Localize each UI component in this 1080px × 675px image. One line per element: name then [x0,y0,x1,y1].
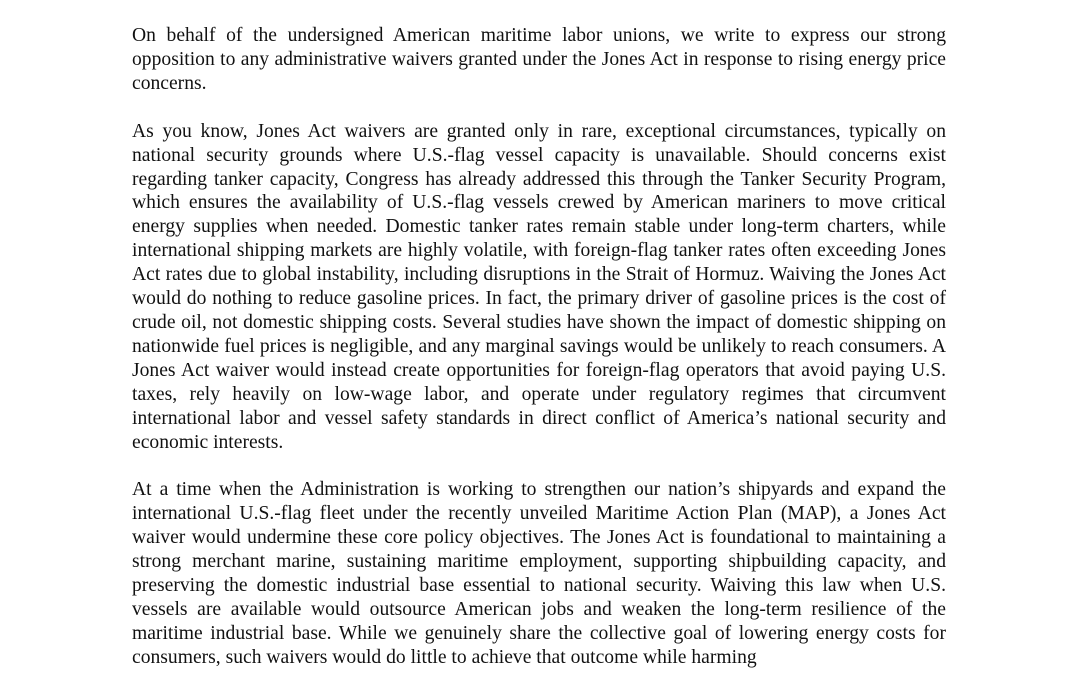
letter-body [132,24,946,675]
paragraph-opposition: On behalf of the undersigned American maritime labor unions, we write to express our strong opposition to any administrative waivers granted under the Jones Act in response to rising energy price concerns. [132,25,946,94]
paragraph-waiver-circumstances: As you know, Jones Act waivers are granted only in rare, exceptional circumstances, typically on national security grounds where U.S.-flag vessel capacity is unavailable. Should concerns exist regarding tanker capacity, Congress has already addressed this through the Tanker Security Program, which ensures the availability of U.S.-flag vessels crewed by American mariners to move critical energy supplies when needed. Domestic tanker rates remain stable under long-term charters, while international shipping markets are highly volatile, with foreign-flag tanker rates often exceeding Jones Act rates due to global instability, including disruptions in the Strait of Hormuz. Waiving the Jones Act would do nothing to reduce gasoline prices. In fact, the primary driver of gasoline prices is the cost of crude oil, not domestic shipping costs. Several studies have shown the impact of domestic shipping on nationwide fuel prices is negligible, and any marginal savings would be unlikely to reach consumers. A Jones Act waiver would instead create opportunities for foreign-flag operators that avoid paying U.S. taxes, rely heavily on low-wage labor, and operate under regulatory regimes that circumvent international labor and vessel safety standards in direct conflict of America’s national security and economic interests. [132,120,946,453]
paragraph-maritime-action-plan: At a time when the Administration is working to strengthen our nation’s shipyards and expand the international U.S.-flag fleet under the recently unveiled Maritime Action Plan (MAP), a Jones Act waiver would undermine these core policy objectives. The Jones Act is foundational to maintaining a strong merchant marine, sustaining maritime employment, supporting shipbuilding capacity, and preserving the domestic industrial base essential to national security. Waiving this law when U.S. vessels are available would outsource American jobs and weaken the long-term resilience of the maritime industrial base. While we genuinely share the collective goal of lowering energy costs for consumers, such waivers would do little to achieve that outcome while harming [132,479,946,668]
